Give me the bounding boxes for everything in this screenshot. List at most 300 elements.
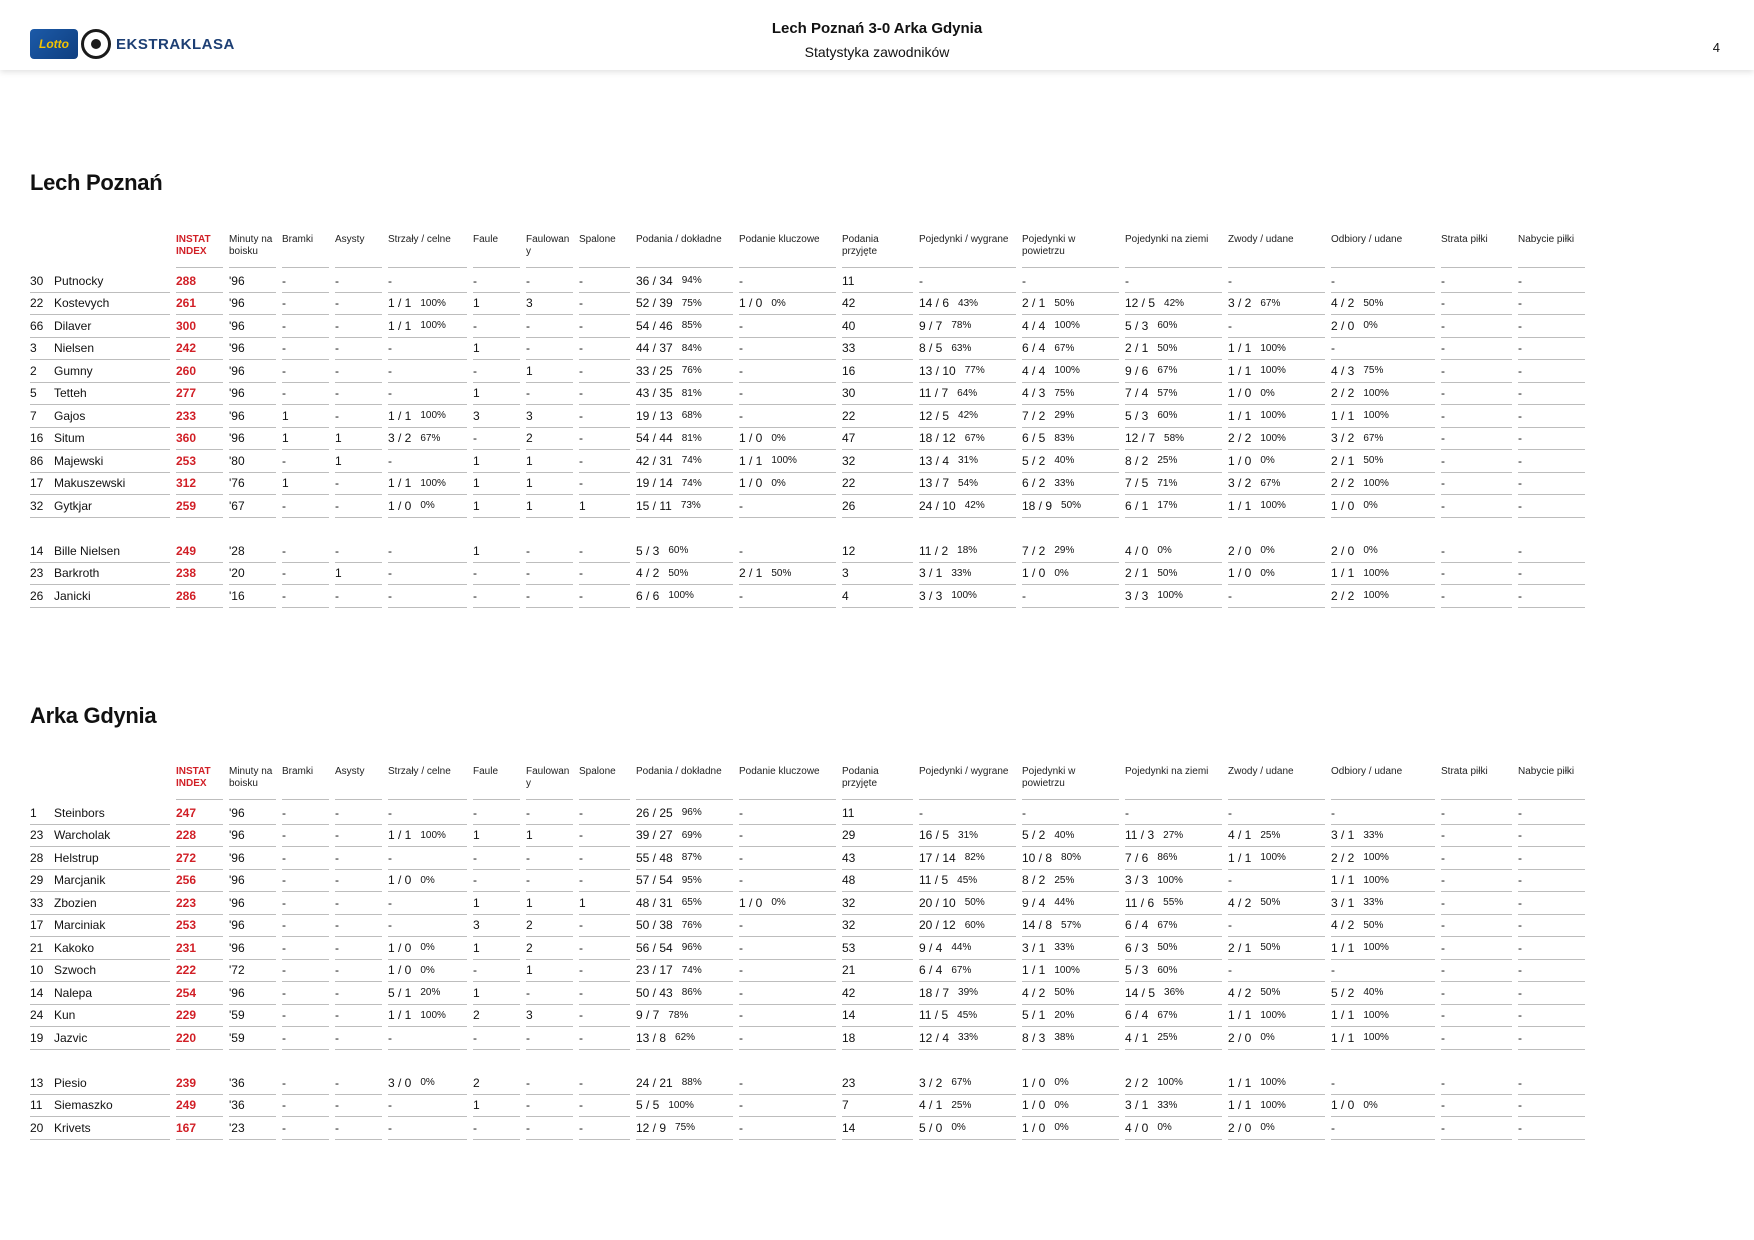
table-row (30, 270, 1591, 293)
table-row (30, 1027, 1591, 1050)
stat-percent: 0% (771, 432, 786, 444)
table-cell (335, 338, 388, 361)
stat-value: 2 (473, 1075, 480, 1090)
stat-value: 1 / 1 (388, 476, 412, 491)
column-header: Strzały / celne (388, 234, 473, 270)
table-cell (473, 1095, 526, 1118)
instat-index-value: 247 (176, 805, 197, 820)
stat-value: 18 / 9 (1022, 498, 1053, 513)
table-cell (1228, 937, 1331, 960)
player-stats-table (30, 234, 1591, 608)
stat-value: 1 / 1 (1228, 1075, 1252, 1090)
stat-value: - (1518, 985, 1522, 1000)
table-cell (1331, 540, 1441, 563)
table-cell (1228, 495, 1331, 518)
table-cell (842, 1027, 919, 1050)
player-number: 33 (30, 895, 44, 910)
table-row (30, 405, 1591, 428)
stat-value: - (579, 566, 583, 581)
stat-percent: 67% (1157, 1009, 1178, 1021)
stat-percent: 0% (1260, 387, 1275, 399)
stat-percent: 84% (681, 342, 702, 354)
stat-value: 1 / 0 (388, 940, 412, 955)
stat-value: - (526, 850, 530, 865)
table-cell (1441, 1117, 1518, 1140)
stat-percent: 0% (420, 874, 435, 886)
stat-percent: 100% (1260, 1099, 1286, 1111)
stat-percent: 20% (420, 987, 441, 999)
stat-value: 1 / 1 (1228, 1098, 1252, 1113)
stat-value: 13 / 7 (919, 476, 950, 491)
stat-value: '96 (229, 985, 245, 1000)
stat-value: - (388, 543, 392, 558)
stat-percent: 40% (1054, 829, 1075, 841)
stat-value: '96 (229, 805, 245, 820)
table-cell (30, 802, 176, 825)
table-cell (739, 892, 842, 915)
stat-percent: 100% (668, 590, 694, 602)
stat-value: - (526, 1120, 530, 1135)
table-cell (842, 405, 919, 428)
stat-value: - (335, 318, 339, 333)
stat-value: - (1518, 318, 1522, 333)
table-cell (1125, 383, 1228, 406)
table-cell (176, 270, 229, 293)
stat-value: '36 (229, 1098, 245, 1113)
table-cell (282, 495, 335, 518)
table-cell (335, 847, 388, 870)
table-cell (636, 338, 739, 361)
stat-percent: 67% (951, 1077, 972, 1089)
table-cell (579, 1095, 636, 1118)
stat-percent: 85% (681, 320, 702, 332)
table-cell (282, 870, 335, 893)
stat-value: - (335, 588, 339, 603)
stat-value: - (335, 273, 339, 288)
stat-percent: 0% (1363, 500, 1378, 512)
stat-percent: 74% (681, 477, 702, 489)
stat-percent: 25% (1157, 1032, 1178, 1044)
table-cell (1022, 315, 1125, 338)
table-cell (1441, 450, 1518, 473)
table-cell (229, 428, 282, 451)
player-number: 1 (30, 805, 37, 820)
column-header: Pojedynki na ziemi (1125, 766, 1228, 802)
stat-value: - (335, 363, 339, 378)
column-header: Pojedynki / wygrane (919, 234, 1022, 270)
table-cell (473, 1117, 526, 1140)
stat-value: 1 / 0 (1228, 386, 1252, 401)
table-cell (919, 383, 1022, 406)
table-cell (1331, 360, 1441, 383)
stat-value: 1 (473, 828, 480, 843)
table-cell (919, 1072, 1022, 1095)
table-cell (579, 825, 636, 848)
table-cell (282, 937, 335, 960)
player-number: 26 (30, 588, 44, 603)
stat-value: 24 / 21 (636, 1075, 673, 1090)
page-header (0, 0, 1754, 70)
player-number: 16 (30, 431, 44, 446)
table-cell (579, 915, 636, 938)
instat-index-value: 300 (176, 318, 197, 333)
stat-percent: 67% (1157, 365, 1178, 377)
table-cell (526, 473, 579, 496)
table-cell (30, 270, 176, 293)
stat-value: - (473, 850, 477, 865)
table-cell (579, 1072, 636, 1095)
table-cell (1441, 270, 1518, 293)
stat-value: - (1228, 873, 1232, 888)
table-cell (229, 1095, 282, 1118)
stat-value: 2 / 1 (1228, 940, 1252, 955)
stat-value: 1 / 0 (1022, 566, 1046, 581)
table-cell (176, 847, 229, 870)
stat-value: - (282, 940, 286, 955)
stat-percent: 75% (675, 1122, 696, 1134)
table-cell (1022, 450, 1125, 473)
stat-value: 2 / 1 (1331, 453, 1355, 468)
table-cell (1228, 1095, 1331, 1118)
stat-value: 1 (526, 453, 533, 468)
stat-value: 12 (842, 543, 856, 558)
table-cell (579, 540, 636, 563)
table-cell (636, 315, 739, 338)
player-name: Zbozien (54, 895, 97, 910)
instat-index-value: 229 (176, 1008, 197, 1023)
stat-percent: 67% (951, 964, 972, 976)
stat-percent: 0% (1260, 455, 1275, 467)
table-cell (739, 1095, 842, 1118)
player-number: 14 (30, 985, 44, 1000)
stat-value: - (388, 805, 392, 820)
stat-value: - (282, 895, 286, 910)
stat-value: 1 / 1 (1228, 363, 1252, 378)
table-cell (636, 870, 739, 893)
stat-percent: 43% (958, 297, 979, 309)
column-header: Podania / dokładne (636, 234, 739, 270)
stat-value: - (335, 940, 339, 955)
table-cell (919, 892, 1022, 915)
stat-percent: 67% (1260, 297, 1281, 309)
stat-percent: 42% (958, 410, 979, 422)
stat-value: - (388, 1120, 392, 1135)
table-row (30, 915, 1591, 938)
table-cell (229, 405, 282, 428)
stat-value: - (388, 1030, 392, 1045)
team-title: Lech Poznań (30, 170, 163, 195)
stat-value: - (282, 296, 286, 311)
stat-percent: 78% (951, 320, 972, 332)
table-cell (176, 540, 229, 563)
stat-value: 1 / 0 (1228, 453, 1252, 468)
page-subtitle: Statystyka zawodników (804, 44, 950, 60)
table-cell (526, 540, 579, 563)
stat-value: - (1125, 273, 1129, 288)
table-cell (229, 802, 282, 825)
table-cell (1518, 563, 1591, 586)
stat-value: 11 / 3 (1125, 828, 1155, 843)
player-number: 17 (30, 476, 44, 491)
stat-value: - (282, 543, 286, 558)
table-cell (176, 495, 229, 518)
table-cell (1441, 338, 1518, 361)
stat-percent: 67% (1157, 919, 1178, 931)
stat-value: - (335, 341, 339, 356)
stat-value: 9 / 7 (636, 1008, 660, 1023)
table-cell (526, 585, 579, 608)
table-cell (388, 315, 473, 338)
stat-value: - (335, 873, 339, 888)
player-number: 21 (30, 940, 44, 955)
stat-value: 15 / 11 (636, 498, 672, 513)
stat-value: 11 / 5 (919, 1008, 949, 1023)
stat-percent: 50% (1054, 297, 1075, 309)
table-cell (229, 847, 282, 870)
stat-value: 6 / 4 (1125, 918, 1149, 933)
stat-value: - (739, 940, 743, 955)
table-cell (388, 495, 473, 518)
table-cell (335, 892, 388, 915)
stat-percent: 0% (420, 500, 435, 512)
table-cell (842, 473, 919, 496)
instat-index-value: 239 (176, 1075, 197, 1090)
stat-value: - (739, 318, 743, 333)
stat-percent: 74% (681, 455, 702, 467)
stat-value: - (1441, 453, 1445, 468)
table-cell (636, 383, 739, 406)
stat-value: 2 / 2 (1331, 588, 1355, 603)
stat-value: '67 (229, 498, 245, 513)
stat-value: - (1518, 940, 1522, 955)
stat-value: - (526, 588, 530, 603)
stat-value: 4 / 2 (1228, 985, 1252, 1000)
stat-value: 12 / 5 (919, 408, 950, 423)
stat-value: 1 (473, 1098, 480, 1113)
table-cell (473, 428, 526, 451)
table-cell (229, 360, 282, 383)
stat-value: 1 (579, 498, 586, 513)
stat-value: - (526, 1030, 530, 1045)
stat-percent: 76% (681, 919, 702, 931)
table-cell (1518, 383, 1591, 406)
table-cell (1125, 937, 1228, 960)
stat-value: '80 (229, 453, 245, 468)
stat-percent: 94% (681, 275, 702, 287)
stat-value: - (335, 828, 339, 843)
stat-value: 12 / 5 (1125, 296, 1156, 311)
stat-value: 6 / 6 (636, 588, 660, 603)
table-cell (1518, 315, 1591, 338)
stat-value: - (388, 566, 392, 581)
table-cell (30, 450, 176, 473)
stat-percent: 44% (951, 942, 972, 954)
stat-value: 19 / 14 (636, 476, 673, 491)
table-cell (282, 1072, 335, 1095)
player-name: Kun (54, 1008, 76, 1023)
table-cell (473, 825, 526, 848)
stat-percent: 100% (1054, 964, 1080, 976)
table-cell (473, 960, 526, 983)
table-cell (388, 360, 473, 383)
table-row (30, 1072, 1591, 1095)
table-cell (473, 1005, 526, 1028)
stat-value: - (1441, 588, 1445, 603)
table-cell (1518, 1072, 1591, 1095)
stat-value: 1 (473, 476, 480, 491)
table-cell (388, 473, 473, 496)
table-cell (526, 1095, 579, 1118)
stat-value: 7 / 2 (1022, 408, 1046, 423)
stat-percent: 60% (1157, 410, 1178, 422)
table-cell (176, 1027, 229, 1050)
stat-value: 1 / 1 (1331, 1008, 1355, 1023)
header-row (30, 234, 1591, 270)
stat-value: - (1441, 273, 1445, 288)
stat-value: 26 / 25 (636, 805, 673, 820)
stat-value: 13 / 8 (636, 1030, 667, 1045)
player-number: 10 (30, 963, 44, 978)
table-cell (636, 495, 739, 518)
instat-index-value: 253 (176, 453, 197, 468)
table-cell (579, 982, 636, 1005)
stat-percent: 95% (681, 874, 702, 886)
table-cell (282, 270, 335, 293)
table-cell (842, 847, 919, 870)
table-cell (1228, 405, 1331, 428)
stat-percent: 83% (1054, 432, 1075, 444)
stat-value: 3 (473, 918, 480, 933)
table-cell (579, 847, 636, 870)
stat-value: - (335, 1030, 339, 1045)
table-cell (1228, 847, 1331, 870)
instat-index-value: 233 (176, 408, 197, 423)
table-cell (636, 825, 739, 848)
stat-value: - (1441, 566, 1445, 581)
table-cell (388, 270, 473, 293)
table-cell (335, 585, 388, 608)
table-cell (388, 825, 473, 848)
table-cell (1441, 585, 1518, 608)
player-number: 22 (30, 296, 44, 311)
table-cell (579, 383, 636, 406)
table-cell (1125, 293, 1228, 316)
table-cell (1518, 585, 1591, 608)
stat-value: 22 (842, 408, 856, 423)
table-cell (282, 982, 335, 1005)
column-header: Faule (473, 234, 526, 270)
table-cell (229, 1005, 282, 1028)
table-cell (636, 585, 739, 608)
table-cell (282, 473, 335, 496)
stat-percent: 50% (1157, 567, 1178, 579)
table-cell (1331, 450, 1441, 473)
table-cell (1441, 383, 1518, 406)
stat-value: - (1518, 476, 1522, 491)
stat-value: 2 / 2 (1331, 850, 1355, 865)
table-cell (30, 847, 176, 870)
column-header (30, 234, 176, 270)
stat-percent: 17% (1157, 500, 1178, 512)
table-cell (473, 982, 526, 1005)
player-name: Siemaszko (54, 1098, 113, 1113)
stat-value: - (1518, 895, 1522, 910)
stat-value: - (579, 273, 583, 288)
table-cell (30, 338, 176, 361)
table-cell (229, 825, 282, 848)
stat-value: '20 (229, 566, 245, 581)
stat-value: 14 (842, 1008, 856, 1023)
table-cell (1441, 315, 1518, 338)
stat-value: - (579, 296, 583, 311)
stat-value: 3 / 2 (919, 1075, 943, 1090)
page-number: 4 (1712, 40, 1720, 55)
stat-value: - (335, 1008, 339, 1023)
stat-value: 3 / 2 (1228, 296, 1252, 311)
stat-percent: 81% (681, 387, 702, 399)
table-cell (1022, 405, 1125, 428)
column-header: Faule (473, 766, 526, 802)
stat-percent: 88% (681, 1077, 702, 1089)
table-cell (1022, 802, 1125, 825)
stat-value: - (579, 1098, 583, 1113)
player-number: 3 (30, 341, 37, 356)
table-cell (739, 915, 842, 938)
stat-value: 5 / 2 (1331, 985, 1355, 1000)
table-cell (739, 1027, 842, 1050)
column-header: INSTAT INDEX (176, 234, 229, 270)
stat-value: 3 / 0 (388, 1075, 412, 1090)
table-cell (1331, 937, 1441, 960)
table-cell (282, 585, 335, 608)
table-cell (229, 495, 282, 518)
table-cell (473, 1072, 526, 1095)
stat-percent: 87% (681, 852, 702, 864)
table-cell (176, 870, 229, 893)
stat-percent: 96% (681, 942, 702, 954)
stat-value: 7 / 4 (1125, 386, 1149, 401)
stat-value: - (1331, 341, 1335, 356)
table-cell (636, 293, 739, 316)
stat-value: 9 / 7 (919, 318, 943, 333)
table-cell (579, 450, 636, 473)
stat-percent: 50% (1061, 500, 1082, 512)
table-cell (229, 473, 282, 496)
stat-value: - (579, 476, 583, 491)
table-cell (1441, 495, 1518, 518)
stat-value: 18 (842, 1030, 856, 1045)
stat-percent: 74% (681, 964, 702, 976)
table-cell (1022, 892, 1125, 915)
table-cell (579, 585, 636, 608)
table-cell (739, 1072, 842, 1095)
stat-value: - (282, 828, 286, 843)
table-cell (842, 1072, 919, 1095)
instat-index-value: 256 (176, 873, 197, 888)
table-cell (526, 450, 579, 473)
table-cell (176, 1117, 229, 1140)
table-cell (739, 1117, 842, 1140)
stat-value: - (1441, 918, 1445, 933)
stat-value: - (1441, 963, 1445, 978)
stat-percent: 60% (1157, 320, 1178, 332)
stat-value: 12 / 4 (919, 1030, 950, 1045)
table-cell (282, 825, 335, 848)
table-cell (229, 338, 282, 361)
stat-value: 5 / 3 (1125, 318, 1149, 333)
stat-value: 3 (526, 408, 533, 423)
table-cell (739, 563, 842, 586)
